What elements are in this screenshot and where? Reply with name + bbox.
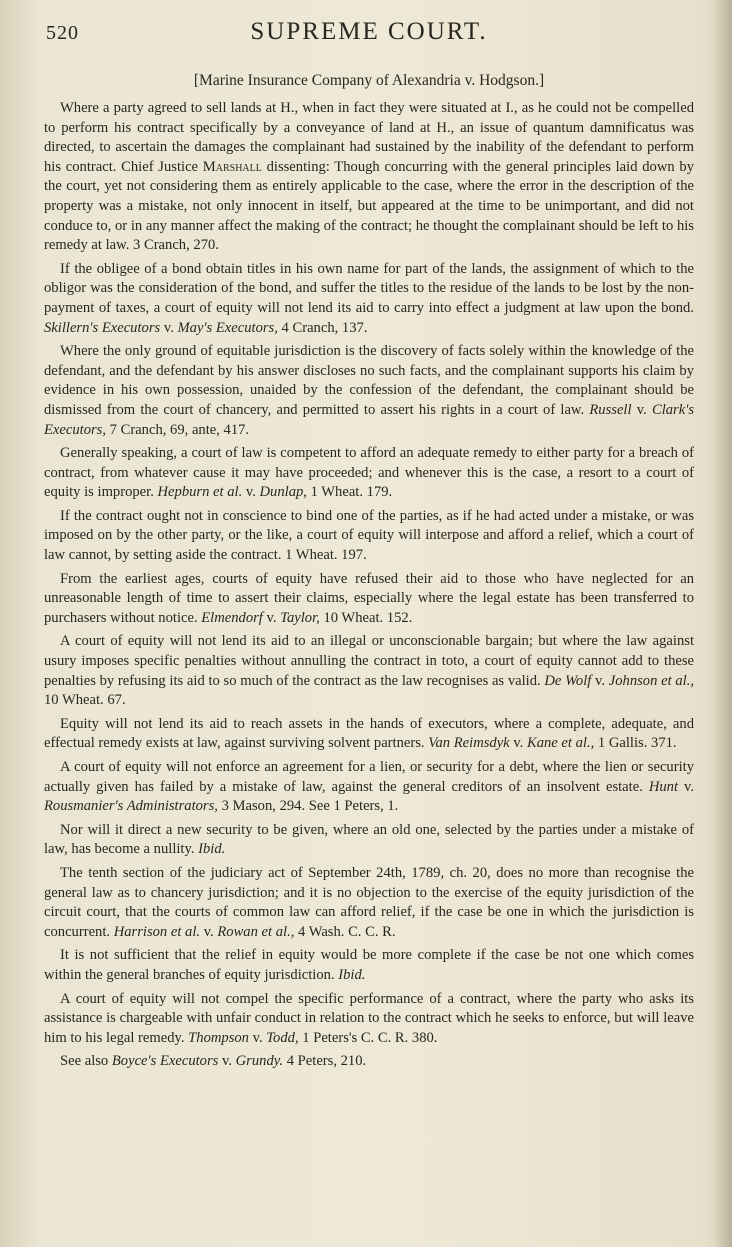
paragraph	[44, 260, 694, 338]
paragraph	[44, 632, 694, 710]
paragraph-text: 3 Mason, 294. See 1 Peters, 1.	[217, 798, 399, 815]
paragraph	[44, 342, 694, 440]
case-citation-text: Johnson et al.,	[608, 672, 694, 689]
case-citation-text: Russell	[589, 401, 632, 418]
case-citation-text: Rousmanier's Administrators,	[44, 798, 218, 815]
body-text	[44, 99, 694, 1072]
paragraph	[44, 570, 694, 629]
paragraph	[44, 821, 694, 860]
case-citation-text: Ibid.	[198, 841, 226, 858]
paragraph-text: v.	[200, 923, 218, 940]
paragraph-text: v.	[248, 1029, 267, 1046]
page-number: 520	[46, 22, 79, 44]
paragraph-text: See also	[60, 1053, 112, 1070]
paragraph-text: 1 Gallis. 371.	[594, 735, 677, 752]
paragraph-text: 10 Wheat. 67.	[44, 692, 126, 709]
paragraph-text: Generally speaking, a court of law is competent to afford an adequate remedy to either party for a breach of contract, from whatever cause it may have proceeded; and whenever this is the case, a resort to a court of equity is improper.	[44, 445, 694, 501]
case-citation-text: Dunlap,	[259, 484, 307, 501]
paragraph-text: 4 Cranch, 137.	[277, 319, 368, 336]
paragraph-text: v.	[509, 735, 527, 752]
case-citation-text: Kane et al.,	[526, 735, 595, 752]
paragraph-text: v.	[678, 778, 694, 795]
case-citation-text: Elmendorf	[201, 609, 263, 626]
case-title: [Marine Insurance Company of Alexandria v. Hodgson.]	[193, 72, 545, 89]
paragraph-text: v.	[160, 319, 178, 336]
paragraph-text: 1 Peters's C. C. R. 380.	[298, 1029, 438, 1046]
case-citation-text: Rowan et al.,	[217, 923, 295, 940]
paragraph	[44, 864, 694, 942]
paragraph	[44, 715, 694, 754]
case-citation-text: Skillern's Executors	[44, 319, 161, 336]
case-citation-text: Van Reimsdyk	[428, 735, 510, 752]
page-content	[44, 18, 694, 1076]
case-citation-text: Clark's Executors,	[44, 401, 695, 438]
paragraph-text: If the contract ought not in conscience to bind one of the parties, as if he had acted under a mistake, or was imposed on by the other party, or the like, a court of equity will interpose and afford a relief, which a court of law cannot, by setting aside the contract. 1 Wheat. 197.	[44, 507, 694, 564]
paragraph	[44, 444, 694, 503]
paragraph-text: It is not sufficient that the relief in equity would be more complete if the case be not one which comes within the general branches of equity jurisdiction.	[44, 947, 694, 983]
paragraph-text: dissenting: Though concurring with the general principles laid down by the court, yet not considering them as entirely applicable to the case, where the error in the description of the property was a mistake, not only innocent in itself, but appeared at the time to be unimportant, and did not conduce to, or in any manner affect the making of the contract; he thought the complainant should be left to his remedy at law. 3 Cranch, 270.	[44, 158, 694, 254]
paragraph-text: 7 Cranch, 69, ante, 417.	[106, 421, 250, 438]
page-spine-shadow	[714, 0, 732, 1247]
paragraph-text: 4 Wash. C. C. R.	[294, 923, 396, 940]
running-head: SUPREME COURT.	[250, 18, 488, 45]
paragraph-text: v.	[631, 401, 652, 418]
paragraph	[44, 758, 694, 817]
paragraph-text: The tenth section of the judiciary act of September 24th, 1789, ch. 20, does no more than recognise the general law as to chancery jurisdiction; and it is no objection to the exercise of the equity jurisdiction of the circuit court, that the courts of common law can afford relief, if the case be one in which the jurisdiction is concurrent.	[44, 864, 694, 940]
paragraph	[44, 946, 694, 985]
case-citation-text: May's Executors,	[177, 319, 278, 336]
case-citation-text: Taylor,	[280, 609, 320, 626]
case-citation-text: Ibid.	[338, 966, 366, 983]
paragraph-text: A court of equity will not enforce an agreement for a lien, or security for a debt, where the lien or security actually given has failed by a mistake of law, against the general creditors of an insolvent estate.	[44, 759, 694, 795]
paragraph-text: Equity will not lend its aid to reach assets in the hands of executors, where a complete, adequate, and effectual remedy exists at law, against surviving solvent partners.	[44, 715, 694, 752]
paragraph-text: Where a party agreed to sell lands at H., when in fact they were situated at I., as he could not be compelled to perform his contract specifically by a conveyance of land at H., an issue of quantum damnificatus was directed, to ascertain the damages the complainant had sustained by the inability of the defendant to perform his contract. Chief Justice	[44, 100, 694, 175]
paragraph	[44, 990, 694, 1049]
case-citation-text: Harrison et al.	[113, 923, 201, 940]
paragraph-text: Where the only ground of equitable jurisdiction is the discovery of facts solely within the knowledge of the defendant, and the defendant by his answer discloses no such facts, and the complainant supports his claim by evidence in his own possession, unaided by the confession of the defendant, the complainant should be dismissed from the court of chancery, and permitted to assert his rights in a court of law.	[44, 343, 694, 418]
paragraph	[44, 1052, 694, 1072]
paragraph-text: A court of equity will not compel the specific performance of a contract, where the party who asks its assistance is chargeable with unfair conduct in relation to the contract which he seeks to enforce, but will leave him to his legal remedy.	[44, 990, 694, 1046]
paragraph-text: 10 Wheat. 152.	[319, 609, 413, 626]
paragraph-text: v.	[262, 609, 281, 626]
paragraph-text: Nor will it direct a new security to be given, where an old one, selected by the parties under a mistake of law, has become a nullity.	[44, 821, 694, 858]
case-citation-text: De Wolf	[544, 672, 592, 689]
paragraph-text: If the obligee of a bond obtain titles in his own name for part of the lands, the assignment of which to the obligor was the consideration of the bond, and suffer the titles to the residue of the lands to be lost by the non-payment of taxes, a court of equity will not lend its aid to carry into effect a judgment at law upon the bond.	[44, 260, 694, 316]
paragraph-text: A court of equity will not lend its aid to an illegal or unconscionable bargain; but where the law against usury imposes specific penalties without annulling the contract in toto, a court of equity cannot add to these penalties by refusing its aid to so much of the contract as the law recognises as valid.	[44, 633, 694, 689]
paragraph-text: v.	[242, 484, 260, 501]
case-citation-text: Grundy.	[235, 1053, 284, 1070]
case-citation-text: Todd,	[266, 1029, 299, 1046]
case-citation-text: Hunt	[648, 778, 678, 795]
case-citation-text: Thompson	[188, 1029, 249, 1046]
paragraph	[44, 99, 694, 256]
paragraph-text: v.	[591, 672, 609, 689]
paragraph-text: v.	[218, 1053, 236, 1070]
paragraph	[44, 507, 694, 566]
paragraph-text: 1 Wheat. 179.	[306, 484, 393, 501]
paragraph-text: 4 Peters, 210.	[283, 1053, 367, 1070]
paragraph-text: From the earliest ages, courts of equity have refused their aid to those who have neglected for an unreasonable length of time to assert their claims, especially where the legal estate has been transferred to purchasers without notice.	[44, 570, 694, 626]
case-citation-text: Boyce's Executors	[111, 1053, 219, 1070]
case-citation-text: Hepburn et al.	[157, 484, 243, 501]
page-header	[44, 18, 694, 48]
small-caps-name: Marshall	[202, 158, 262, 175]
